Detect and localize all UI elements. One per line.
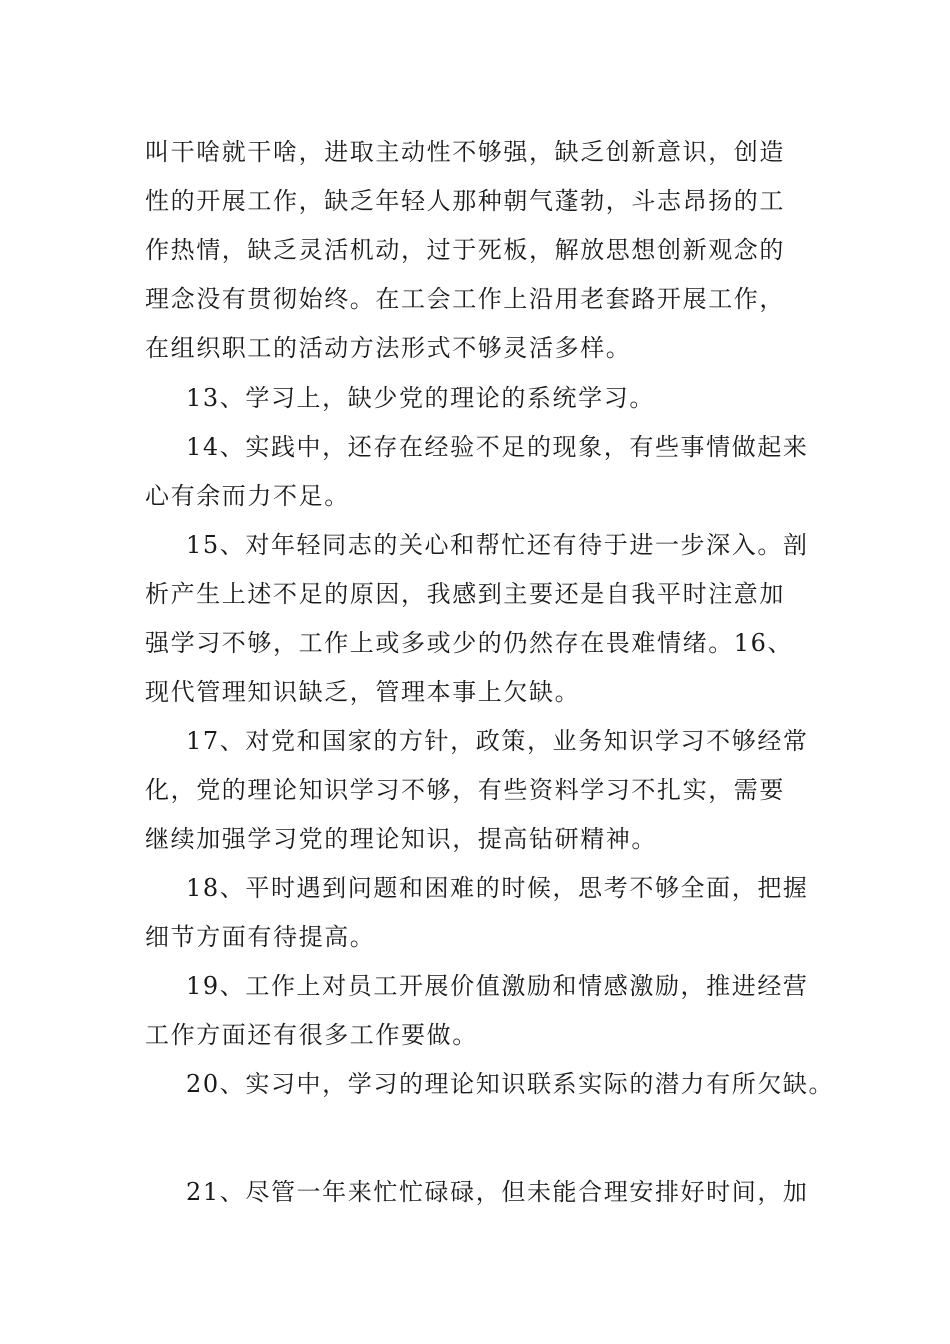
text-line-1: 叫干啥就干啥，进取主动性不够强，缺乏创新意识，创造 (145, 138, 785, 166)
item-18-line-2: 细节方面有待提高。 (145, 923, 376, 951)
text-line-4: 理念没有贯彻始终。在工会工作上沿用老套路开展工作， (145, 285, 785, 313)
item-17-line-2: 化，党的理论知识学习不够，有些资料学习不扎实，需要 (145, 776, 785, 804)
text-line-5: 在组织职工的活动方法形式不够灵活多样。 (145, 334, 632, 362)
item-15-line-2: 析产生上述不足的原因，我感到主要还是自我平时注意加 (145, 580, 785, 608)
item-13-line-1: 13、学习上，缺少党的理论的系统学习。 (186, 384, 655, 412)
item-17-line-3: 继续加强学习党的理论知识，提高钻研精神。 (145, 825, 657, 853)
item-14-line-2: 心有余而力不足。 (145, 482, 350, 510)
item-20-line-1: 20、实习中，学习的理论知识联系实际的潜力有所欠缺。 (186, 1070, 835, 1098)
item-17-line-1: 17、对党和国家的方针，政策，业务知识学习不够经常 (186, 727, 809, 755)
item-19-line-1: 19、工作上对员工开展价值激励和情感激励，推进经营 (186, 972, 809, 1000)
item-14-line-1: 14、实践中，还存在经验不足的现象，有些事情做起来 (186, 433, 809, 461)
item-19-line-2: 工作方面还有很多工作要做。 (145, 1021, 478, 1049)
item-18-line-1: 18、平时遇到问题和困难的时候，思考不够全面，把握 (186, 874, 809, 902)
text-line-2: 性的开展工作，缺乏年轻人那种朝气蓬勃，斗志昂扬的工 (145, 187, 785, 215)
item-21-line-1: 21、尽管一年来忙忙碌碌，但未能合理安排好时间，加 (186, 1178, 809, 1206)
item-15-line-3: 强学习不够，工作上或多或少的仍然存在畏难情绪。16、 (145, 629, 794, 657)
item-15-line-1: 15、对年轻同志的关心和帮忙还有待于进一步深入。剖 (186, 531, 809, 559)
item-16-line-1: 现代管理知识缺乏，管理本事上欠缺。 (145, 678, 581, 706)
text-line-3: 作热情，缺乏灵活机动，过于死板，解放思想创新观念的 (145, 236, 785, 264)
